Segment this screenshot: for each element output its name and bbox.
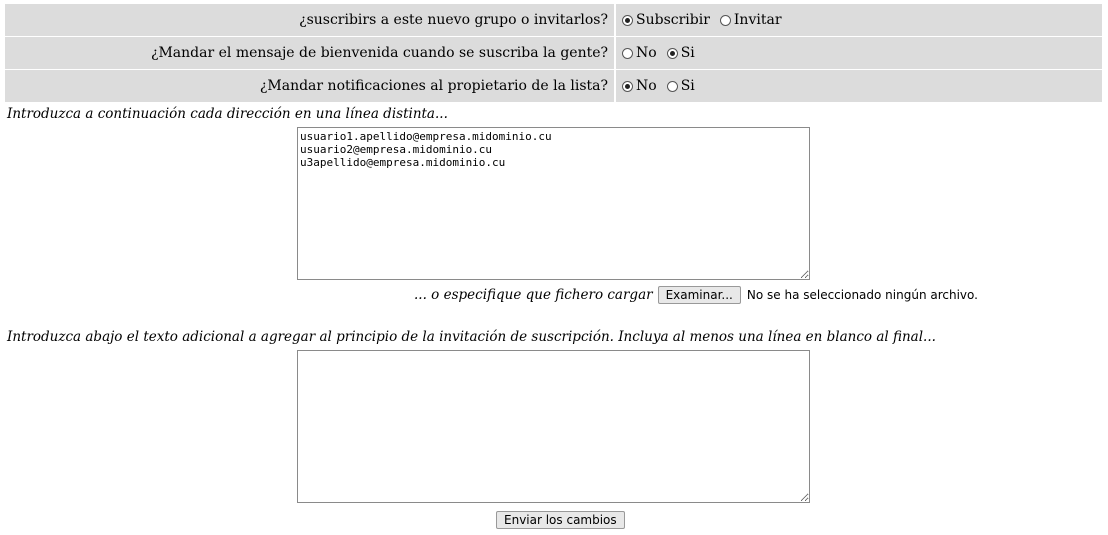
radio-label: Subscribir	[636, 12, 710, 28]
radio-selected-icon[interactable]	[667, 48, 678, 59]
radio-unselected-icon[interactable]	[720, 15, 731, 26]
submit-button[interactable]: Enviar los cambios	[496, 511, 625, 529]
radio-label: Si	[680, 78, 695, 94]
radio-notify-si[interactable]	[667, 78, 695, 94]
option-row-subscribe	[5, 4, 1102, 36]
radio-welcome-no[interactable]	[622, 45, 657, 61]
radio-label: No	[636, 45, 657, 61]
radio-subscribir[interactable]	[622, 12, 710, 28]
option-question: ¿Mandar notificaciones al propietario de la lista?	[5, 70, 614, 102]
file-upload-label: ... o especifique que fichero cargar	[414, 287, 653, 303]
option-answers	[616, 70, 1102, 102]
radio-welcome-si[interactable]	[667, 45, 695, 61]
option-question: ¿suscribirs a este nuevo grupo o invitarlos?	[5, 4, 614, 36]
radio-notify-no[interactable]	[622, 78, 657, 94]
option-row-notify	[5, 70, 1102, 102]
radio-selected-icon[interactable]	[622, 15, 633, 26]
file-upload-row	[414, 286, 978, 304]
options-table	[5, 4, 1102, 103]
option-question: ¿Mandar el mensaje de bienvenida cuando se suscriba la gente?	[5, 37, 614, 69]
option-answers	[616, 4, 1102, 36]
file-status: No se ha seleccionado ningún archivo.	[746, 288, 978, 302]
radio-label: Invitar	[733, 12, 782, 28]
radio-unselected-icon[interactable]	[622, 48, 633, 59]
option-answers	[616, 37, 1102, 69]
invitation-instruction: Introduzca abajo el texto adicional a agregar al principio de la invitación de suscripción. Incluya al menos una línea en blanco al final...	[7, 329, 936, 345]
invitation-textarea[interactable]	[297, 350, 810, 503]
radio-label: No	[636, 78, 657, 94]
addresses-instruction: Introduzca a continuación cada dirección en una línea distinta...	[7, 106, 448, 122]
option-row-welcome	[5, 37, 1102, 69]
addresses-textarea[interactable]	[297, 127, 810, 280]
radio-unselected-icon[interactable]	[667, 81, 678, 92]
radio-label: Si	[680, 45, 695, 61]
radio-invitar[interactable]	[720, 12, 782, 28]
radio-selected-icon[interactable]	[622, 81, 633, 92]
browse-button[interactable]: Examinar...	[658, 286, 741, 304]
